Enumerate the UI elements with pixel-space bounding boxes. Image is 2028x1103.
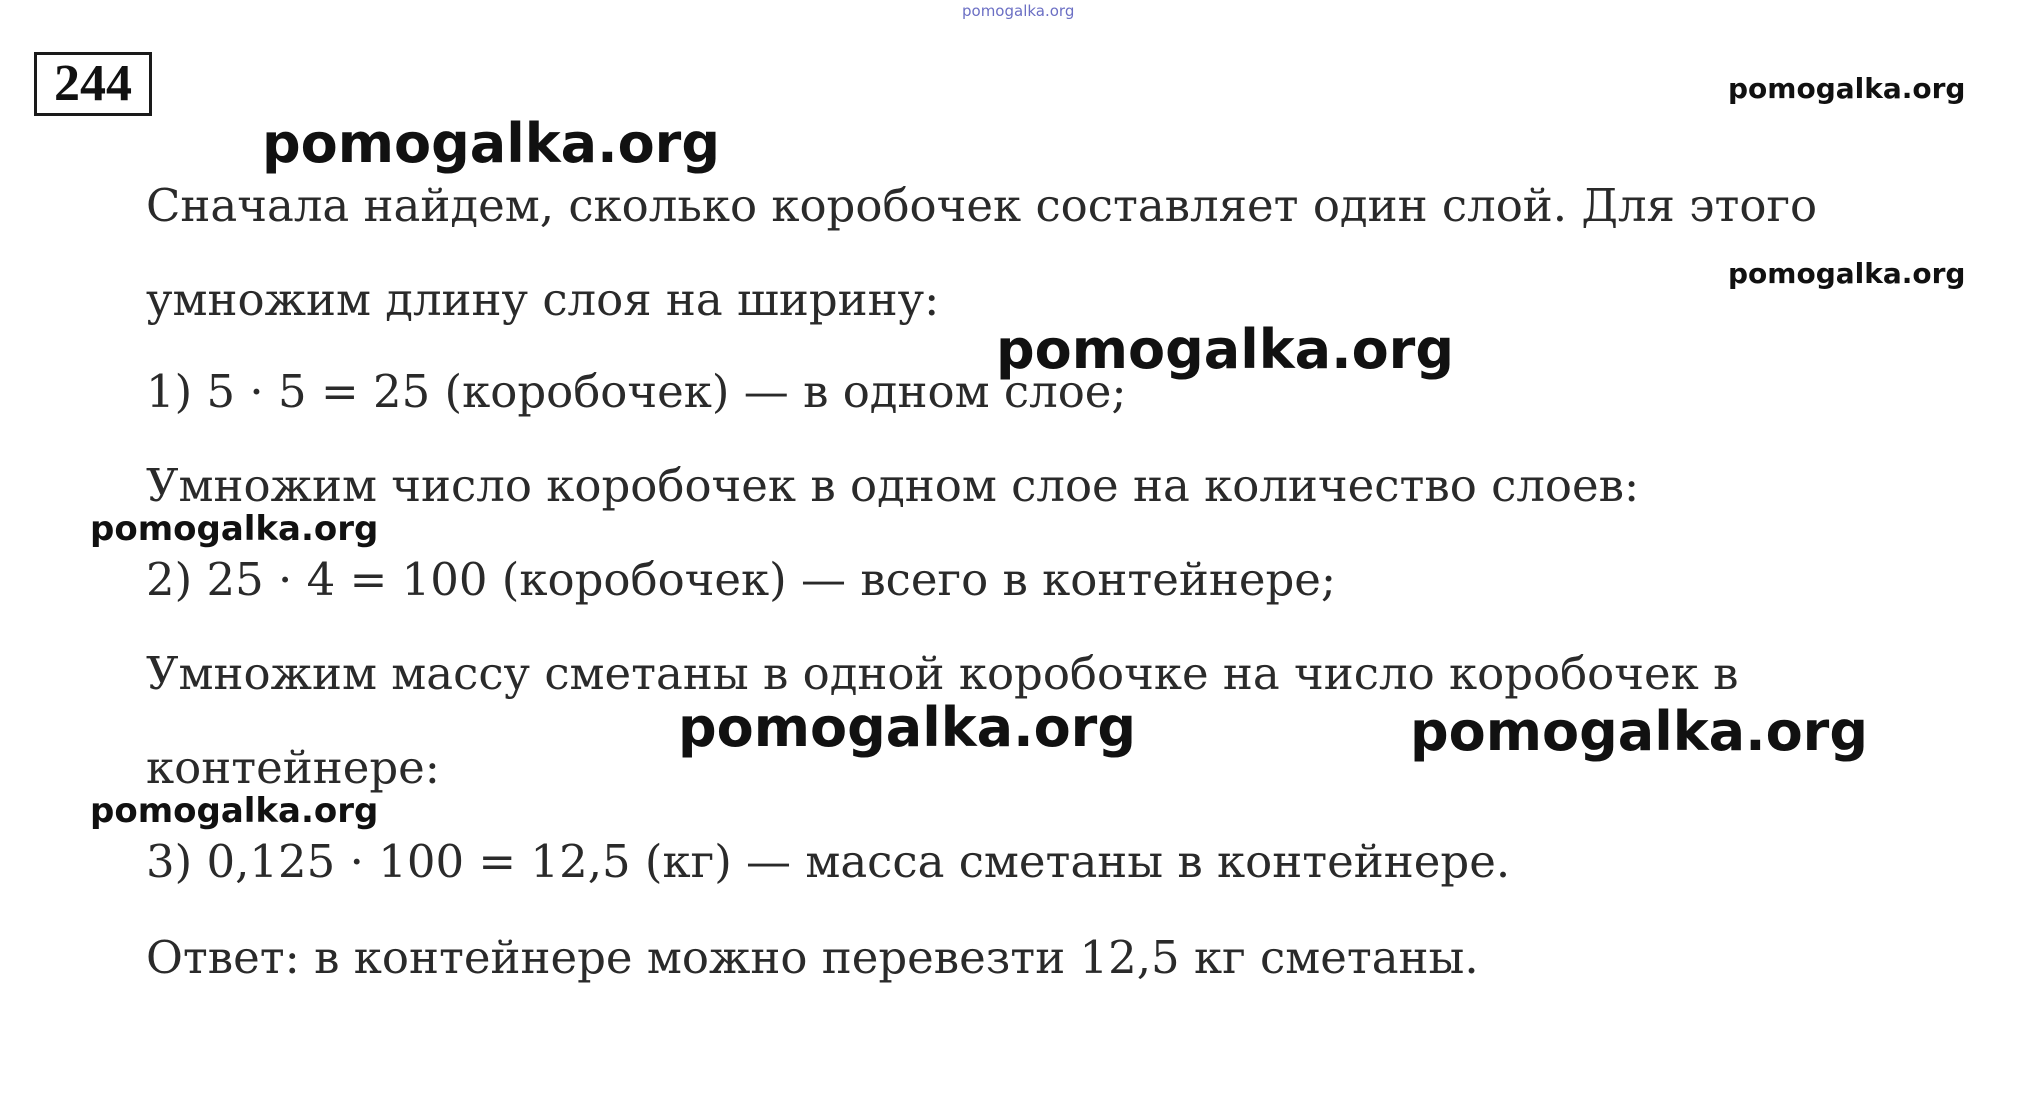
solution-line-7: контейнере:: [146, 741, 440, 794]
solution-step-3: 3) 0,125 · 100 = 12,5 (кг) — масса сметаны в контейнере.: [146, 835, 1511, 888]
watermark: pomogalka.org: [1410, 700, 1868, 763]
watermark: pomogalka.org: [678, 696, 1136, 759]
solution-step-2: 2) 25 · 4 = 100 (коробочек) — всего в контейнере;: [146, 553, 1337, 606]
solution-step-1: 1) 5 · 5 = 25 (коробочек) — в одном слое;: [146, 365, 1127, 418]
watermark: pomogalka.org: [90, 791, 379, 831]
watermark: pomogalka.org: [962, 2, 1075, 20]
solution-line-2: умножим длину слоя на ширину:: [146, 273, 940, 326]
solution-line-1: Сначала найдем, сколько коробочек составляет один слой. Для этого: [146, 179, 1818, 232]
watermark: pomogalka.org: [262, 112, 720, 175]
watermark: pomogalka.org: [90, 509, 379, 549]
watermark: pomogalka.org: [996, 318, 1454, 381]
solution-answer: Ответ: в контейнере можно перевезти 12,5 кг сметаны.: [146, 931, 1479, 984]
watermark: pomogalka.org: [1728, 72, 1966, 105]
solution-line-6: Умножим массу сметаны в одной коробочке на число коробочек в: [146, 647, 1739, 700]
watermark: pomogalka.org: [1728, 257, 1966, 290]
solution-line-4: Умножим число коробочек в одном слое на количество слоев:: [146, 459, 1640, 512]
task-number: 244: [34, 52, 152, 116]
